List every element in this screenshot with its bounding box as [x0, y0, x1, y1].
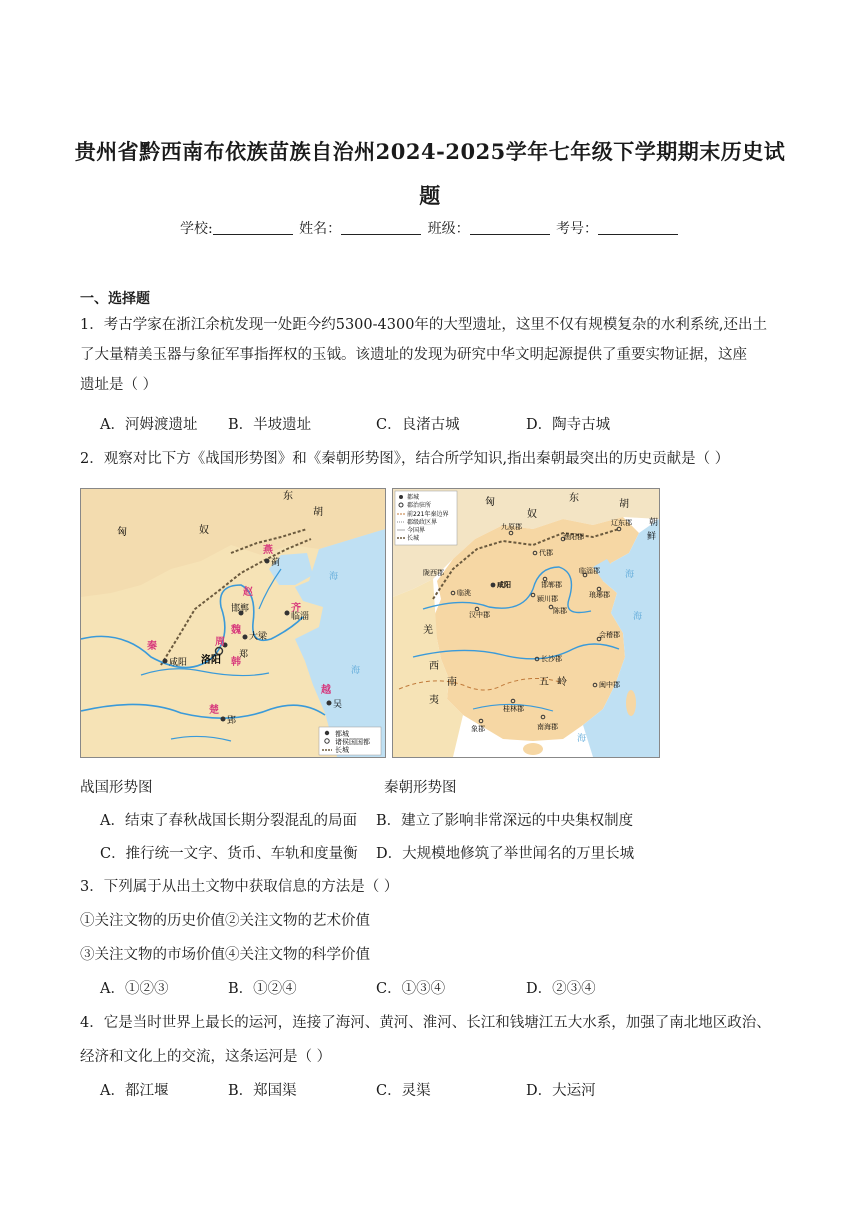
- xiongnu-label-2: 奴: [199, 525, 209, 536]
- qin-minzhong: 闽中郡: [599, 681, 620, 689]
- name-blank[interactable]: [341, 220, 421, 235]
- state-zhao-label: 赵: [243, 587, 253, 598]
- city-ying-label: 郢: [227, 716, 237, 726]
- legend-capital: 都城: [335, 730, 349, 738]
- qin-chen: 陈郡: [553, 607, 567, 615]
- qin-chaoxian-2: 鲜: [647, 532, 657, 542]
- school-label: 学校:: [179, 221, 213, 237]
- name-label: 姓名：: [299, 221, 342, 237]
- question-4: [80, 1008, 780, 1072]
- option-b[interactable]: B．①②④: [228, 981, 297, 997]
- qin-legend-capital: 都城: [407, 494, 420, 501]
- title-line-1: 贵州省黔西南布依族苗族自治州2024-2025学年七年级下学期期末历史试: [74, 139, 786, 164]
- option-c[interactable]: C．①③④: [376, 981, 446, 997]
- qin-wuling-1: 五: [539, 677, 549, 688]
- qin-jiuyuan: 九原郡: [501, 523, 522, 531]
- qin-xinan-2: 南: [447, 677, 457, 688]
- qin-changsha: 长沙郡: [541, 655, 562, 663]
- state-qi-label: 齐: [291, 603, 301, 614]
- question-1-line-2: 了大量精美玉器与象征军事指挥权的玉钺。该遗址的发现为研究中华文明起源提供了重要实物证据，这座: [80, 347, 747, 363]
- state-yan-label: 燕: [263, 545, 273, 556]
- qin-xinan-1: 西: [429, 661, 439, 672]
- city-ji-label: 蓟: [271, 558, 281, 568]
- question-3-line-1: 3．下列属于从出土文物中获取信息的方法是（ ）: [80, 879, 399, 895]
- qin-lintao: 临洮: [457, 589, 471, 597]
- option-d[interactable]: D．陶寺古城: [526, 417, 611, 433]
- qin-longxi: 陇西郡: [423, 569, 444, 577]
- option-a[interactable]: A．结束了春秋战国长期分裂混乱的局面: [100, 813, 357, 829]
- qin-legend-commandery: 郡治驻所: [407, 502, 432, 509]
- qin-wuling-2: 岭: [557, 677, 567, 688]
- qin-sea-2: 海: [633, 612, 643, 622]
- qin-legend-border: 前221年秦边界: [407, 511, 449, 518]
- question-1-line-3: 遗址是（ ）: [80, 377, 158, 393]
- question-1: [80, 310, 780, 400]
- qin-sea-3: 海: [577, 734, 587, 744]
- city-handan-label: 邯郸: [231, 604, 250, 614]
- donghu-label-2: 胡: [313, 507, 323, 518]
- legend-state-capital: 诸侯国国都: [335, 738, 370, 746]
- student-info-line: [0, 218, 860, 238]
- page-title: [60, 130, 800, 218]
- qin-legend-wall: 长城: [407, 535, 420, 542]
- option-b[interactable]: B．郑国渠: [228, 1083, 297, 1099]
- qin-dynasty-caption: 秦朝形势图: [384, 780, 457, 796]
- class-blank[interactable]: [470, 220, 550, 235]
- city-xianyang-label: 咸阳: [169, 658, 188, 668]
- warring-states-caption: 战国形势图: [80, 780, 153, 796]
- question-2-line-1: 2．观察对比下方《战国形势图》和《秦朝形势图》，结合所学知识,指出秦朝最突出的历史贡献是（ ）: [80, 451, 730, 467]
- qin-legend-modern: 今国界: [407, 527, 426, 534]
- state-chu-label: 楚: [209, 705, 219, 716]
- question-3: [80, 872, 780, 970]
- class-label: 班级：: [427, 221, 470, 237]
- xiongnu-label-1: 匈: [117, 527, 127, 538]
- option-d[interactable]: D．②③④: [526, 981, 596, 997]
- sea-label-2: 海: [351, 666, 361, 676]
- exam-number-label: 考号：: [556, 221, 599, 237]
- state-wei-label: 魏: [231, 625, 241, 636]
- question-3-line-2: ①关注文物的历史价值②关注文物的艺术价值: [80, 913, 370, 929]
- qin-liaodong: 辽东郡: [611, 519, 632, 527]
- question-2: [80, 444, 780, 474]
- qin-xianyang: 咸阳: [497, 581, 511, 589]
- qin-guilin: 桂林郡: [503, 705, 524, 713]
- option-c[interactable]: C．推行统一文字、货币、车轨和度量衡: [100, 846, 358, 862]
- qin-yuyang: 渔阳郡: [563, 533, 584, 541]
- city-daliang-label: 大梁: [249, 632, 268, 642]
- qin-xiongnu-2: 奴: [527, 509, 537, 520]
- question-1-line-1: 1．考古学家在浙江余杭发现一处距今约5300-4300年的大型遗址，这里不仅有规模复杂的水利系统,还出土: [80, 317, 768, 333]
- state-yue-label: 越: [321, 685, 331, 696]
- question-3-line-3: ③关注文物的市场价值④关注文物的科学价值: [80, 947, 370, 963]
- option-c[interactable]: C．灵渠: [376, 1083, 431, 1099]
- qin-langya: 琅琊郡: [589, 591, 610, 599]
- donghu-label-1: 东: [283, 491, 293, 502]
- warring-states-map-svg: [81, 489, 385, 757]
- question-4-line-2: 经济和文化上的交流，这条运河是（ ）: [80, 1049, 332, 1065]
- question-4-line-1: 4．它是当时世界上最长的运河，连接了海河、黄河、淮河、长江和钱塘江五大水系，加强了南北地区政治、: [80, 1015, 771, 1031]
- qin-dynasty-map: [392, 488, 660, 758]
- qin-huiji: 会稽郡: [599, 631, 620, 639]
- exam-number-blank[interactable]: [598, 220, 678, 235]
- qin-legend-prefecture: 郡级政区界: [407, 519, 438, 526]
- sea-label-1: 海: [329, 572, 339, 582]
- qin-linzi: 临淄郡: [579, 567, 600, 575]
- option-a[interactable]: A．①②③: [100, 981, 169, 997]
- option-d[interactable]: D．大规模地修筑了举世闻名的万里长城: [376, 846, 635, 862]
- qin-donghu-2: 胡: [619, 499, 629, 510]
- option-a[interactable]: A．都江堰: [100, 1083, 169, 1099]
- section-title: 一、选择题: [80, 291, 150, 307]
- option-a[interactable]: A．河姆渡遗址: [100, 417, 198, 433]
- city-linzi-label: 临淄: [291, 612, 310, 622]
- qin-dynasty-map-svg: [393, 489, 659, 757]
- state-zhou-label: 周: [215, 637, 225, 648]
- qin-xiongnu-1: 匈: [485, 497, 495, 508]
- option-b[interactable]: B．半坡遗址: [228, 417, 312, 433]
- qin-handan: 邯郸郡: [541, 581, 562, 589]
- option-c[interactable]: C．良渚古城: [376, 417, 460, 433]
- qin-yingchuan: 颍川郡: [537, 595, 558, 603]
- state-qin-label: 秦: [147, 641, 157, 652]
- option-b[interactable]: B．建立了影响非常深远的中央集权制度: [376, 813, 634, 829]
- qin-xiang: 象郡: [471, 725, 485, 733]
- qin-xinan-3: 夷: [429, 695, 439, 706]
- qin-donghu-1: 东: [569, 493, 579, 504]
- qin-sea-1: 海: [625, 570, 635, 580]
- qin-chaoxian-1: 朝: [649, 518, 659, 528]
- city-wu-label: 吴: [333, 700, 343, 710]
- city-zheng-label: 郑: [239, 650, 249, 660]
- warring-states-map: [80, 488, 386, 758]
- state-han-label: 韩: [231, 657, 241, 668]
- qin-hanzhong: 汉中郡: [469, 611, 490, 619]
- city-luoyang-label: 洛阳: [201, 655, 221, 666]
- qin-qiang: 羌: [423, 625, 433, 636]
- option-d[interactable]: D．大运河: [526, 1083, 596, 1099]
- title-line-2: 题: [419, 183, 441, 208]
- qin-nanhai: 南海郡: [537, 723, 558, 731]
- qin-dai: 代郡: [539, 549, 553, 557]
- legend-wall: 长城: [335, 746, 349, 754]
- school-blank[interactable]: [213, 220, 293, 235]
